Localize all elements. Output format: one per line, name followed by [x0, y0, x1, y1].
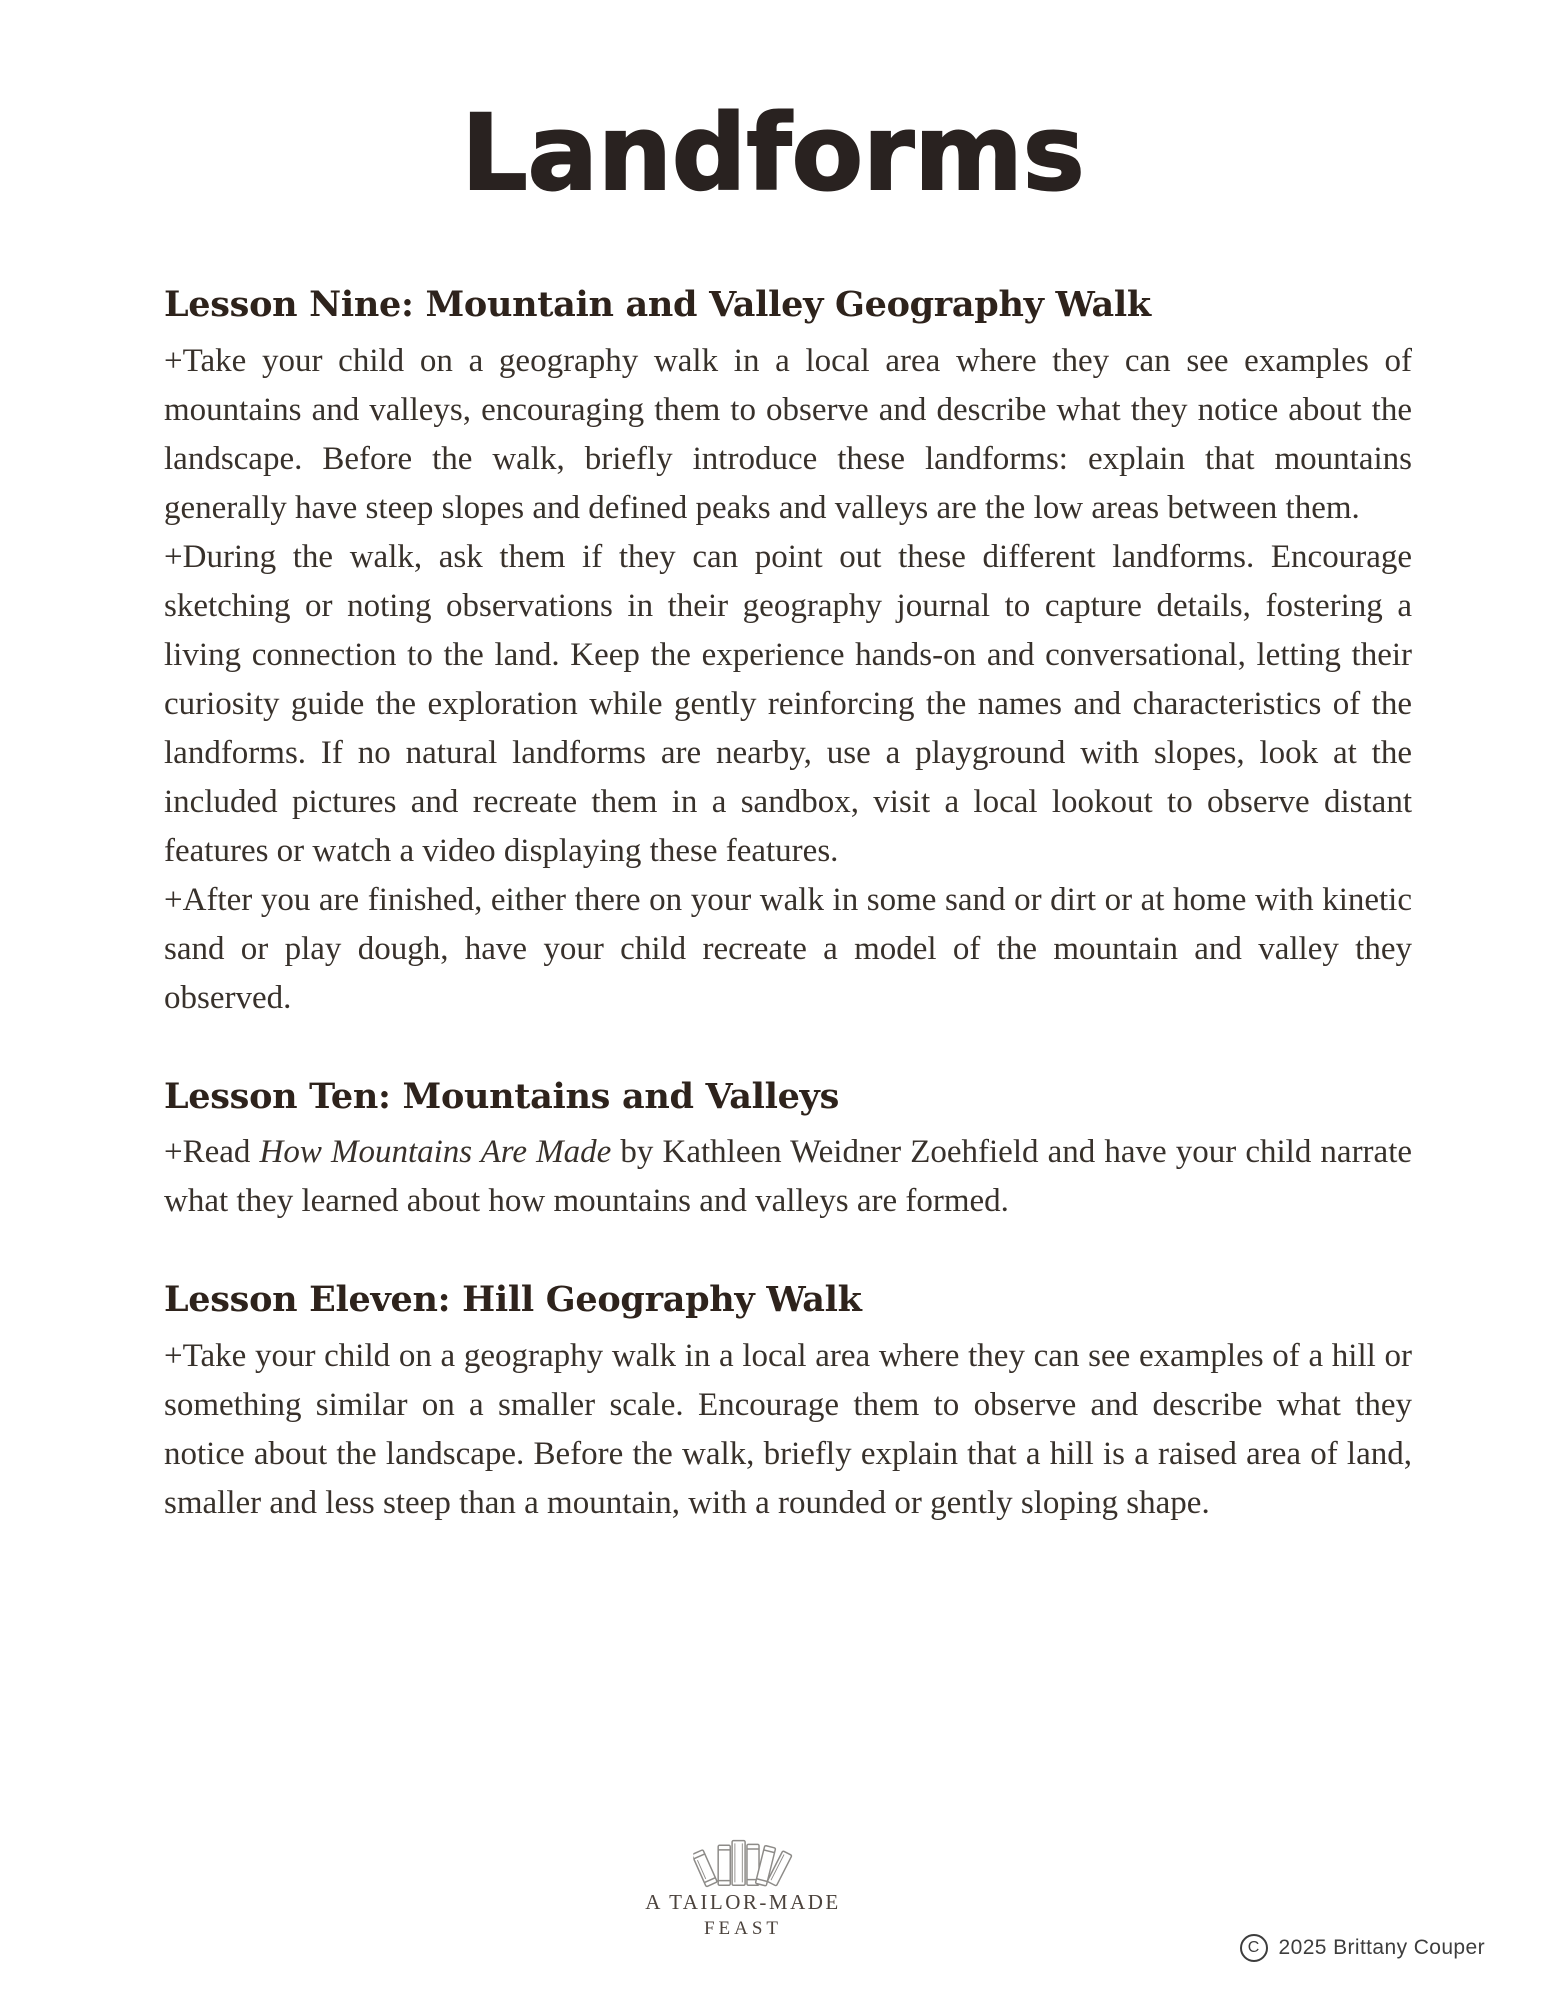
lesson-nine-heading: Lesson Nine: Mountain and Valley Geography Walk	[164, 283, 1151, 325]
lesson-nine-section	[164, 283, 1412, 1023]
brand-name-line2: FEAST	[703, 1918, 783, 1939]
lesson-eleven-section	[164, 1278, 1412, 1528]
paragraph: +After you are finished, either there on your walk in some sand or dirt or at home with kinetic sand or play dough, have your child recreate a model of the mountain and valley they observed.	[164, 881, 1412, 1016]
brand-name-line1: A TAILOR-MADE	[645, 1890, 841, 1914]
paragraph	[164, 1128, 1412, 1226]
copyright-text: 2025 Brittany Couper	[1278, 1936, 1485, 1959]
page-title: Landforms	[461, 92, 1085, 214]
books-stack-icon	[693, 1836, 793, 1888]
paragraph-text: +Read	[164, 1134, 260, 1171]
paragraph-text: by Kathleen Weidner Zoehfield and have your child narrate what they learned about how mountains and valleys are formed.	[164, 1134, 1413, 1220]
paragraph: +Take your child on a geography walk in a local area where they can see examples of mountains and valleys, encouraging them to observe and describe what they notice about the landscape. Before the walk, briefly introduce these landforms: explain that mountains generally have steep slopes and defined peaks and valleys are the low areas between them.	[164, 342, 1412, 526]
lesson-ten-section	[164, 1075, 1412, 1227]
lesson-ten-heading: Lesson Ten: Mountains and Valleys	[164, 1075, 839, 1117]
copyright-row	[1240, 1934, 1485, 1962]
paragraph: +Take your child on a geography walk in a local area where they can see examples of a hill or something similar on a smaller scale. Encourage them to observe and describe what they notice about the landscape. Before the walk, briefly explain that a hill is a raised area of land, smaller and less steep than a mountain, with a rounded or gently sloping shape.	[164, 1338, 1412, 1522]
book-title-italic: How Mountains Are Made	[259, 1134, 612, 1171]
footer-brand-logo	[645, 1836, 841, 1940]
paragraph: +During the walk, ask them if they can point out these different landforms. Encourage sketching or noting observations in their geography journal to capture details, fostering a living connection to the land. Keep the experience hands-on and conversational, letting their curiosity guide the exploration while gently reinforcing the names and characteristics of the landforms. If no natural landforms are nearby, use a playground with slopes, look at the included pictures and recreate them in a sandbox, visit a local lookout to observe distant features or watch a video displaying these features.	[164, 538, 1412, 869]
lesson-eleven-heading: Lesson Eleven: Hill Geography Walk	[164, 1279, 862, 1321]
copyright-icon: C	[1240, 1934, 1268, 1962]
lessons-content	[164, 283, 1412, 1528]
